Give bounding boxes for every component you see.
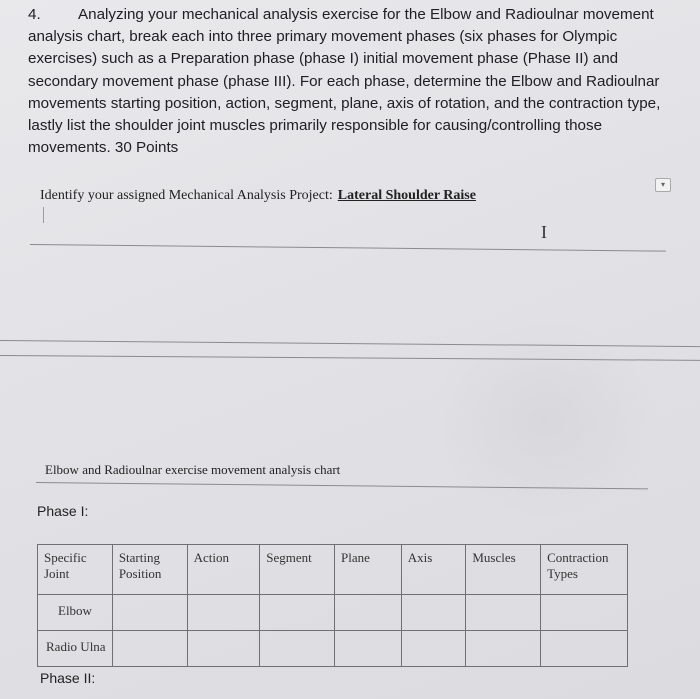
header-axis: Axis [401, 545, 466, 595]
phase1-label: Phase I: [37, 503, 89, 519]
cell-elbow-segment[interactable] [260, 595, 335, 631]
cell-radioulna-muscles[interactable] [466, 631, 541, 667]
movement-analysis-table [37, 544, 628, 667]
question-number: 4. [28, 6, 41, 23]
cell-elbow-plane[interactable] [335, 595, 402, 631]
cell-radioulna-axis[interactable] [401, 631, 466, 667]
table-row [38, 595, 628, 631]
cell-elbow-axis[interactable] [401, 595, 466, 631]
table-header-row [38, 545, 628, 595]
cell-radioulna-segment[interactable] [260, 631, 335, 667]
assignment-line [40, 188, 476, 204]
question-text: Analyzing your mechanical analysis exercise for the Elbow and Radioulnar movement analysis chart, break each into three primary movement phases (six phases for Olympic exercises) such as a Preparation phase (phase I) initial movement phase (Phase II) and secondary movement phase (phase III). For each phase, determine the Elbow and Radioulnar movements starting position, action, segment, plane, axis of rotation, and the contraction type, lastly list the shoulder joint muscles primarily responsible for causing/controlling those movements. 30 Points [28, 6, 661, 157]
cell-elbow-contraction[interactable] [541, 595, 628, 631]
cell-radioulna-contraction[interactable] [541, 631, 628, 667]
header-contraction-types: Contraction Types [541, 545, 628, 595]
cell-elbow-action[interactable] [187, 595, 260, 631]
dropdown-icon[interactable]: ▾ [655, 178, 671, 192]
cell-radioulna-action[interactable] [187, 631, 260, 667]
cell-elbow-muscles[interactable] [466, 595, 541, 631]
assignment-value: Lateral Shoulder Raise [337, 188, 476, 203]
answer-line-1[interactable] [30, 244, 666, 252]
row-label-elbow: Elbow [38, 595, 113, 631]
question-prompt [28, 4, 678, 159]
header-starting-position: Starting Position [112, 545, 187, 595]
assignment-label: Identify your assigned Mechanical Analysis Project: [40, 188, 333, 203]
phase2-label: Phase II: [40, 670, 96, 686]
header-plane: Plane [335, 545, 402, 595]
glare-shadow [430, 320, 660, 520]
cell-radioulna-plane[interactable] [335, 631, 402, 667]
table-row [38, 631, 628, 667]
header-muscles: Muscles [466, 545, 541, 595]
header-segment: Segment [260, 545, 335, 595]
row-label-radio-ulna: Radio Ulna [38, 631, 113, 667]
chart-title: Elbow and Radioulnar exercise movement analysis chart [45, 462, 341, 477]
header-specific-joint: Specific Joint [38, 545, 113, 595]
cell-radioulna-starting-position[interactable] [112, 631, 187, 667]
header-action: Action [187, 545, 260, 595]
cell-elbow-starting-position[interactable] [112, 595, 187, 631]
text-cursor-icon: I [541, 222, 547, 242]
text-caret [43, 207, 44, 223]
